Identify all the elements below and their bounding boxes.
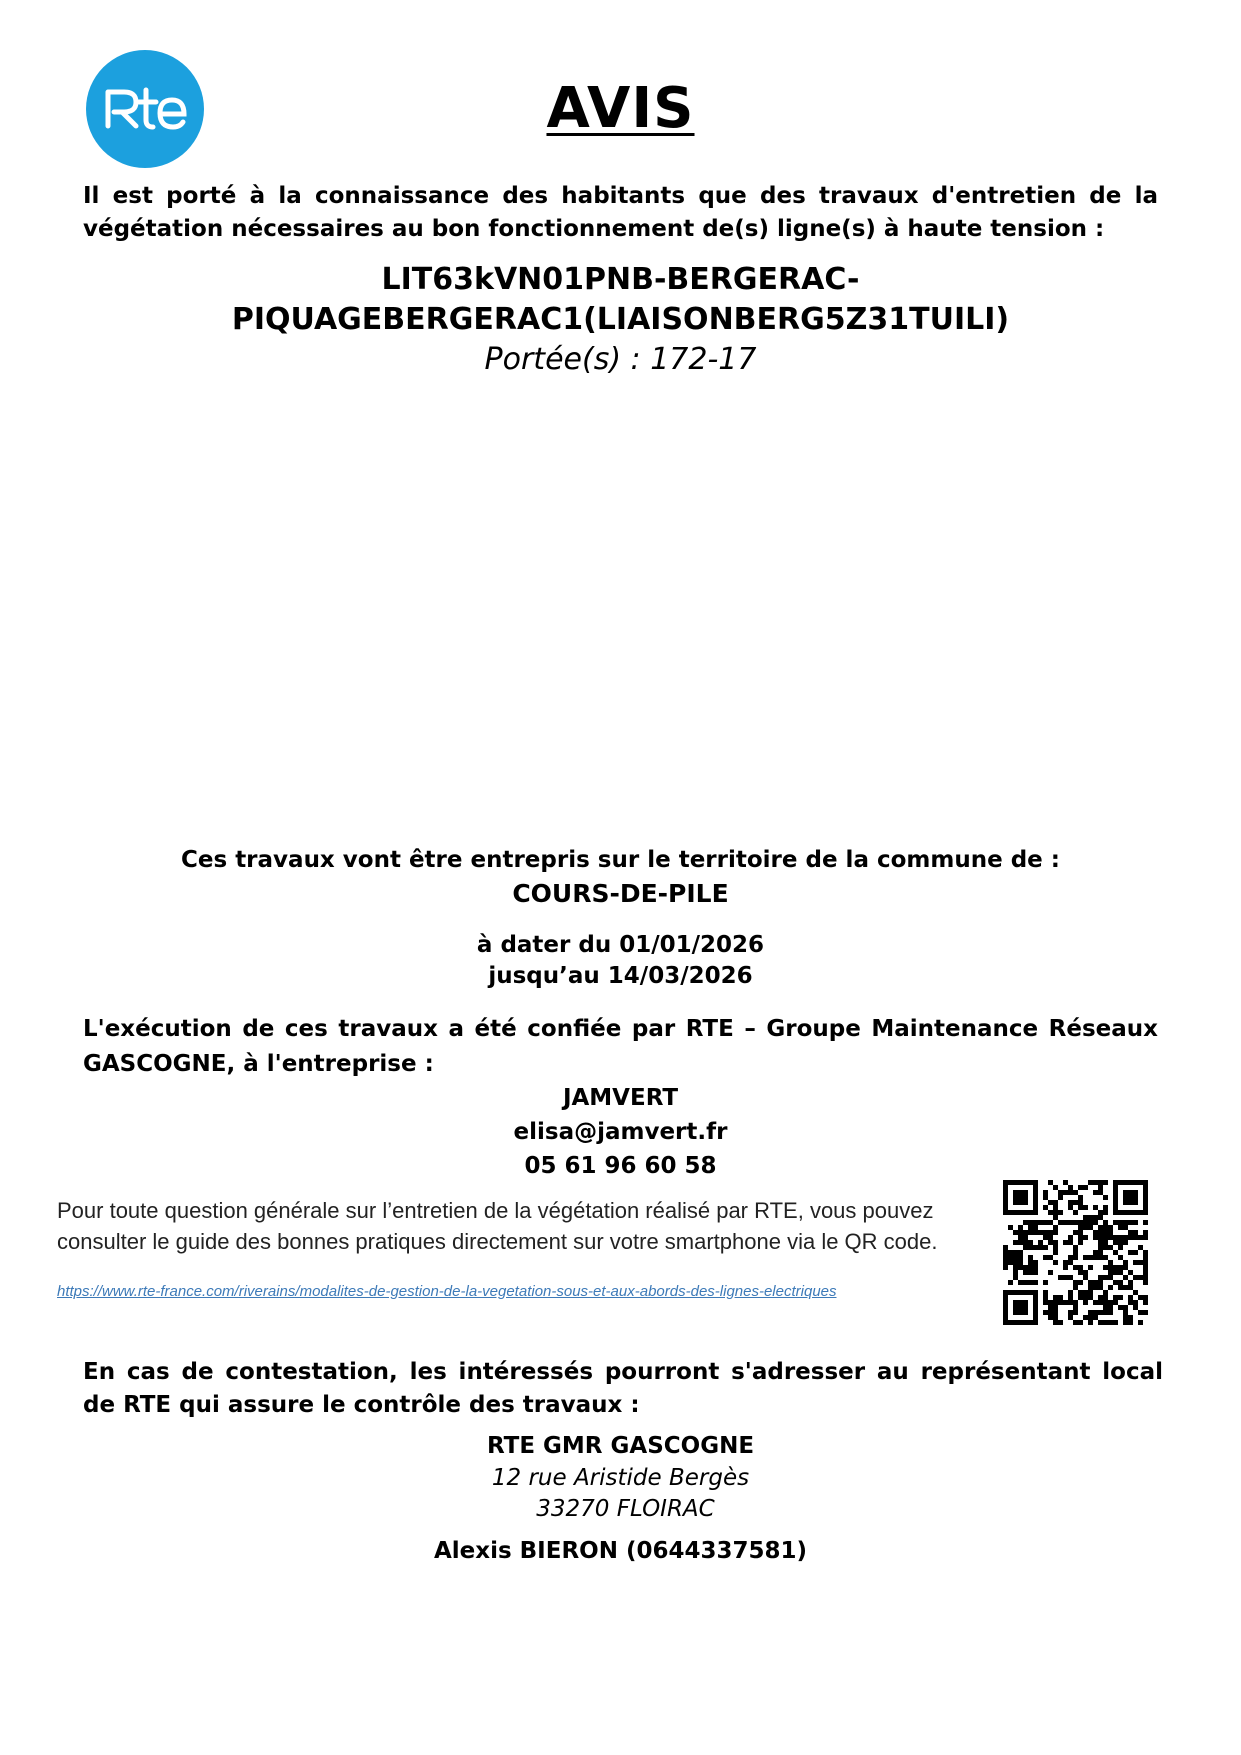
contact-org: RTE GMR GASCOGNE [486,1433,755,1459]
qr-code[interactable] [1003,1180,1148,1325]
info-line-2: consulter le guide des bonnes pratiques directement sur votre smartphone via le QR code. [57,1229,938,1254]
page-title: AVIS [546,76,695,141]
execution-paragraph: L'exécution de ces travaux a été confiée par RTE – Groupe Maintenance Réseaux GASCOGNE, à l'entreprise : [83,1016,1158,1077]
info-line-1: Pour toute question générale sur l’entretien de la végétation réalisé par RTE, vous pouvez [57,1198,934,1223]
contact-city: 33270 FLOIRAC [536,1496,715,1522]
company-phone[interactable]: 05 61 96 60 58 [524,1153,717,1179]
line-name-2: PIQUAGEBERGERAC1(LIAISONBERG5Z31TUILI) [231,302,1010,337]
line-name-1: LIT63kVN01PNB-BERGERAC- [381,262,860,297]
intro-paragraph: Il est porté à la connaissance des habitants que des travaux d'entretien de la végétation nécessaires au bon fonctionnement de(s) ligne(s) à haute tension : [83,183,1158,242]
company-name: JAMVERT [562,1085,679,1111]
date-to: jusqu’au 14/03/2026 [488,963,753,989]
territory-label: Ces travaux vont être entrepris sur le territoire de la commune de : [181,847,1060,873]
qr-code-image [1003,1180,1148,1325]
spans-label: Portée(s) : 172-17 [484,342,757,377]
commune-name: COURS-DE-PILE [512,879,729,908]
contest-paragraph: En cas de contestation, les intéressés pourront s'adresser au représentant local de RTE qui assure le contrôle des travaux : [83,1359,1163,1418]
company-email[interactable]: elisa@jamvert.fr [513,1119,728,1145]
date-from: à dater du 01/01/2026 [476,932,765,958]
contact-person: Alexis BIERON (0644337581) [433,1538,808,1564]
guide-link[interactable]: https://www.rte-france.com/riverains/modalites-de-gestion-de-la-vegetation-sous-et-aux-abords-des-lignes-electriques [57,1283,837,1300]
contact-street: 12 rue Aristide Bergès [491,1465,750,1491]
